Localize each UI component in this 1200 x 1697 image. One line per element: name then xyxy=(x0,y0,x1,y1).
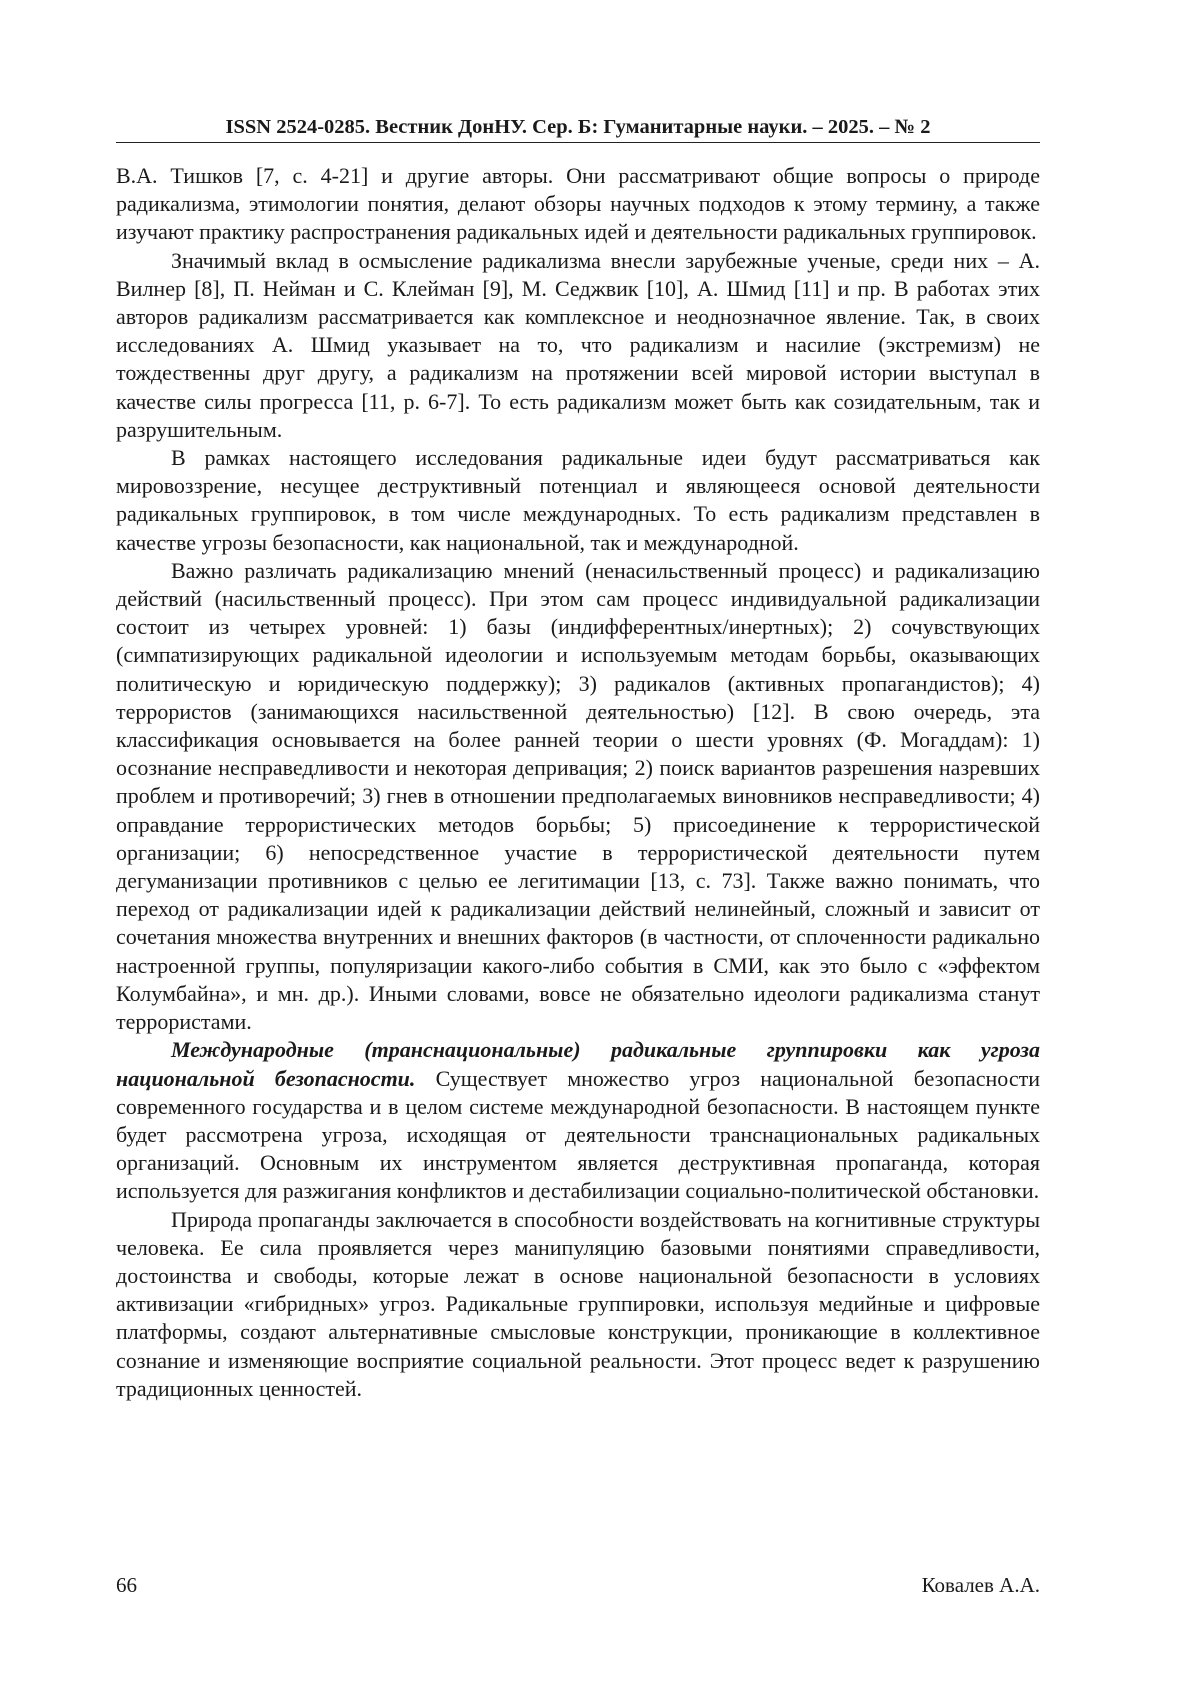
section-heading: Международные (транснациональные) радикальные группировки как угроза национальной безопасности. xyxy=(116,1037,1040,1091)
paragraph-2: Значимый вклад в осмысление радикализма внесли зарубежные ученые, среди них – А. Вилнер [8], П. Нейман и С. Клейман [9], М. Седжвик [10], А. Шмид [11] и пр. В работах этих авторов радикализм рассматривается как комплексное и неоднозначное явление. Так, в своих исследованиях А. Шмид указывает на то, что радикализм и насилие (экстремизм) не тождественны друг другу, а радикализм на протяжении всей мировой истории выступал в качестве силы прогресса [11, р. 6-7]. То есть радикализм может быть как созидательным, так и разрушительным. xyxy=(116,247,1040,442)
article-body xyxy=(116,162,1040,1403)
paragraph-5-text: Существует множество угроз национальной безопасности современного государства и в целом системе международной безопасности. В настоящем пункте будет рассмотрена угроза, исходящая от деятельности транснациональных радикальных организаций. Основным их инструментом является деструктивная пропаганда, которая используется для разжигания конфликтов и дестабилизации социально-политической обстановки. xyxy=(116,1065,1040,1204)
header-rule xyxy=(116,142,1040,143)
footer-author: Ковалев А.А. xyxy=(921,1573,1040,1597)
paragraph-1: В.А. Тишков [7, с. 4-21] и другие авторы. Они рассматривают общие вопросы о природе радикализма, этимологии понятия, делают обзоры научных подходов к этому термину, а также изучают практику распространения радикальных идей и деятельности радикальных группировок. xyxy=(116,163,1040,245)
page-number: 66 xyxy=(116,1573,137,1597)
running-head: ISSN 2524-0285. Вестник ДонНУ. Сер. Б: Гуманитарные науки. – 2025. – № 2 xyxy=(225,116,931,138)
paragraph-4: Важно различать радикализацию мнений (ненасильственный процесс) и радикализацию действий (насильственный процесс). При этом сам процесс индивидуальной радикализации состоит из четырех уровней: 1) базы (индифферентных/инертных); 2) сочувствующих (симпатизирующих радикальной идеологии и используемым методам борьбы, оказывающих политическую и юридическую поддержку); 3) радикалов (активных пропагандистов); 4) террористов (занимающихся насильственной деятельностью) [12]. В свою очередь, эта классификация основывается на более ранней теории о шести уровнях (Ф. Могаддам): 1) осознание несправедливости и некоторая депривация; 2) поиск вариантов разрешения назревших проблем и противоречий; 3) гнев в отношении предполагаемых виновников несправедливости; 4) оправдание террористических методов борьбы; 5) присоединение к террористической организации; 6) непосредственное участие в террористической деятельности путем дегуманизации противников с целью ее легитимации [13, с. 73]. Также важно понимать, что переход от радикализации идей к радикализации действий нелинейный, сложный и зависит от сочетания множества внутренних и внешних факторов (в частности, от сплоченности радикально настроенной группы, популяризации какого-либо события в СМИ, как это было с «эффектом Колумбайна», и мн. др.). Иными словами, вовсе не обязательно идеологи радикализма станут террористами. xyxy=(116,557,1040,1035)
paragraph-5 xyxy=(116,1036,1040,1205)
paragraph-3: В рамках настоящего исследования радикальные идеи будут рассматриваться как мировоззрение, несущее деструктивный потенциал и являющееся основой деятельности радикальных группировок, в том числе международных. То есть радикализм представлен в качестве угрозы безопасности, как национальной, так и международной. xyxy=(116,445,1040,555)
paragraph-6: Природа пропаганды заключается в способности воздействовать на когнитивные структуры человека. Ее сила проявляется через манипуляцию базовыми понятиями справедливости, достоинства и свободы, которые лежат в основе национальной безопасности в условиях активизации «гибридных» угроз. Радикальные группировки, используя медийные и цифровые платформы, создают альтернативные смысловые конструкции, проникающие в коллективное сознание и изменяющие восприятие социальной реальности. Этот процесс ведет к разрушению традиционных ценностей. xyxy=(116,1206,1040,1401)
